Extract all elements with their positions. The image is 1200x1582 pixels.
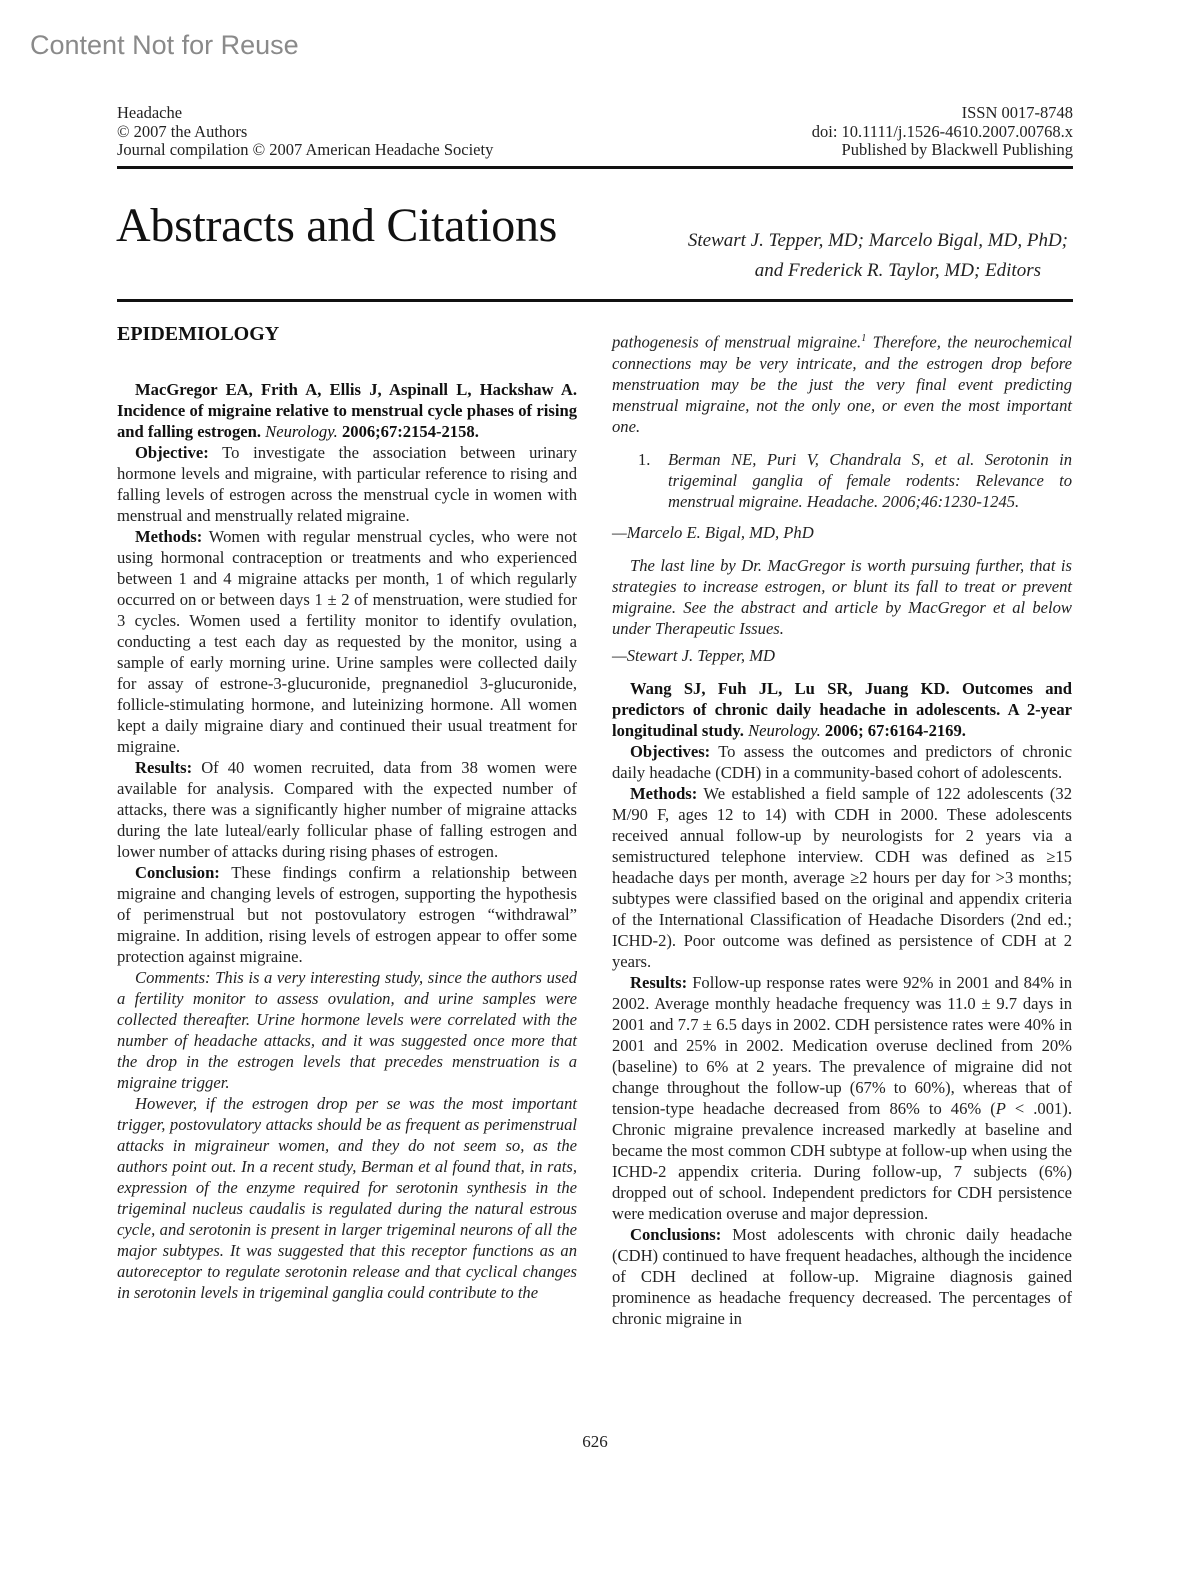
signature-bigal: —Marcelo E. Bigal, MD, PhD xyxy=(612,522,814,542)
article1-title: Incidence of migraine relative to menstrual cycle phases of rising and falling estrogen. xyxy=(117,401,577,441)
article1-methods xyxy=(117,526,577,757)
results-label: Results: xyxy=(135,758,193,777)
watermark: Content Not for Reuse xyxy=(30,30,299,60)
article1-journal: Neurology. xyxy=(265,422,338,441)
conclusion-label: Conclusion: xyxy=(135,863,220,882)
doi: doi: 10.1111/j.1526-4610.2007.00768.x xyxy=(811,121,1073,141)
article1-ref: 2006;67:2154-2158. xyxy=(341,422,479,441)
objectives-text: To assess the outcomes and predictors of chronic daily headache (CDH) in a community-based cohort of adolescents. xyxy=(612,741,1072,782)
objective-text: To investigate the association between urinary hormone levels and migraine, with particular reference to rising and falling levels of estrogen across the menstrual cycle in women with menstrual and menstrually related migraine. xyxy=(117,443,577,525)
article2-objectives xyxy=(612,741,1072,783)
methods-label: Methods: xyxy=(630,783,698,803)
article2-results xyxy=(612,972,1072,1224)
footnote-marker: 1 xyxy=(861,333,867,344)
journal-compilation: Journal compilation © 2007 American Headache Society xyxy=(117,140,494,159)
title-rule xyxy=(117,299,1073,302)
copyright: © 2007 the Authors xyxy=(117,121,248,141)
page-number: 626 xyxy=(582,1432,608,1451)
header-rule xyxy=(117,166,1073,169)
article2-ref: 2006; 67:6164-2169. xyxy=(824,720,966,740)
article2-conclusions xyxy=(612,1224,1072,1329)
article1-comment-2-continued xyxy=(612,328,1072,437)
article1-comment-3: The last line by Dr. MacGregor is worth pursuing further, that is strategies to increase estrogen, or blunt its fall to treat or prevent migraine. See the abstract and article by MacGregor et al below under Therapeutic Issues. xyxy=(612,555,1072,638)
methods-text: We established a field sample of 122 adolescents (32 M/90 F, ages 12 to 14) with CDH in 2000. These adolescents received annual follow-up by neurologists for 2 years via a semistructured telephone interview. CDH was defined as ≥15 headache days per month, average ≥2 hours per day for >3 months; subtypes were classified based on the original and appendix criteria of the International Classification of Headache Disorders (2nd ed.; ICHD-2). Poor outcome was defined as persistence of CDH at 2 years. xyxy=(612,783,1072,971)
conclusions-text: Most adolescents with chronic daily headache (CDH) continued to have frequent headaches, although the incidence of CDH declined at follow-up. Migraine diagnosis gained prominence as headache frequency decreased. The percentages of chronic migraine in xyxy=(612,1224,1072,1328)
reference-number: 1. xyxy=(638,449,651,469)
issn: ISSN 0017-8748 xyxy=(961,103,1073,122)
article1-authors: MacGregor EA, Frith A, Ellis J, Aspinall L, Hackshaw A. xyxy=(135,380,577,399)
editors-line-1: Stewart J. Tepper, MD; Marcelo Bigal, MD, PhD; xyxy=(687,230,1068,251)
results-text-a: Follow-up response rates were 92% in 2001 and 84% in 2002. Average monthly headache frequency was 11.0 ± 9.7 days in 2001 and 7.7 ± 6.5 days in 2002. CDH persistence rates were 40% in 2001 and 25% in 2002. Medication overuse declined from 20% (baseline) to 6% at 2 years. The prevalence of migraine did not change throughout the follow-up (67% to 60%), whereas that of tension-type headache decreased from 86% to 46% ( xyxy=(612,972,1072,1118)
article2-title: Outcomes and predictors of chronic daily headache in adolescents. A 2-year longitudinal study. xyxy=(612,678,1072,740)
article2-citation xyxy=(612,678,1072,741)
comment-continuation: pathogenesis of menstrual migraine. xyxy=(612,332,862,352)
editors-line-2: and Frederick R. Taylor, MD; Editors xyxy=(754,260,1041,281)
p-value-symbol: P xyxy=(995,1098,1006,1118)
article1-objective xyxy=(117,442,577,526)
journal-name: Headache xyxy=(117,103,183,122)
right-column xyxy=(612,328,1072,1329)
article2-methods xyxy=(612,783,1072,972)
article1-conclusion xyxy=(117,862,577,967)
reference-item xyxy=(612,449,1072,512)
results-label: Results: xyxy=(630,972,688,992)
conclusion-text: These findings confirm a relationship between migraine and changing levels of estrogen, supporting the hypothesis of perimenstrual but not postovulatory estrogen “withdrawal” migraine. In addition, rising levels of estrogen appear to offer some protection against migraine. xyxy=(117,863,577,966)
article2-journal: Neurology. xyxy=(748,720,821,740)
objectives-label: Objectives: xyxy=(630,741,711,761)
methods-text: Women with regular menstrual cycles, who were not using hormonal contraception or treatments and who experienced between 1 and 4 migraine attacks per month, 1 of which regularly occurred on or between days 1 ± 2 of menstruation, were studied for 3 cycles. Women used a fertility monitor to identify ovulation, conducting a test each day as requested by the monitor, using a sample of early morning urine. Urine samples were collected daily for assay of estrone-3-glucuronide, pregnanediol 3-glucuronide, follicle-stimulating hormone, and luteinizing hormone. All women kept a daily migraine diary and continued their usual treatment for migraine. xyxy=(117,527,577,756)
comment-continuation-end: Therefore, the neurochemical connections may be very intricate, and the estrogen drop before menstruation may be the just the very final event predicting menstrual migraine, not the only one, or even the most important one. xyxy=(612,332,1072,436)
article1-comment-1: Comments: This is a very interesting study, since the authors used a fertility monitor to assess ovulation, and urine samples were collected thereafter. Urine hormone levels were correlated with the number of headache attacks, and it was suggested once more that the drop in the estrogen levels that precedes menstruation is a migraine trigger. xyxy=(117,968,577,1092)
article2-authors: Wang SJ, Fuh JL, Lu SR, Juang KD. xyxy=(630,678,950,698)
left-column xyxy=(117,324,577,1303)
journal-header-right xyxy=(812,104,1073,160)
methods-label: Methods: xyxy=(135,527,203,546)
article1-results xyxy=(117,757,577,862)
page-title: Abstracts and Citations xyxy=(116,199,558,252)
editors xyxy=(688,226,1068,286)
reference-text: Berman NE, Puri V, Chandrala S, et al. Serotonin in trigeminal ganglia of female rodents: Relevance to menstrual migraine. Headache. 2006;46:1230-1245. xyxy=(668,449,1072,511)
objective-label: Objective: xyxy=(135,443,209,462)
results-text: Of 40 women recruited, data from 38 women were available for analysis. Compared with the expected number of attacks, there was a significantly higher number of migraine attacks during the late luteal/early follicular phase of falling estrogen and lower number of attacks during rising phases of estrogen. xyxy=(117,758,577,861)
journal-header-left xyxy=(117,104,493,160)
results-text-b: < .001). Chronic migraine prevalence increased markedly at baseline and became the most common CDH subtype at follow-up when using the ICHD-2 appendix criteria. During follow-up, 7 subjects (6%) dropped out of school. Independent predictors for CDH persistence were medication overuse and major depression. xyxy=(612,1098,1072,1223)
article1-citation xyxy=(117,379,577,442)
signature-tepper: —Stewart J. Tepper, MD xyxy=(612,645,776,665)
article1-comment-2: However, if the estrogen drop per se was the most important trigger, postovulatory attacks should be as frequent as perimenstrual attacks in migraineur women, and they do not seem so, as the authors point out. In a recent study, Berman et al found that, in rats, expression of the enzyme required for serotonin synthesis in the trigeminal nucleus caudalis is regulated during the natural estrous cycle, and serotonin is present in larger trigeminal neurons of all the major subtypes. It was suggested that this receptor functions as an autoreceptor to regulate serotonin release and that cyclical changes in serotonin levels in trigeminal ganglia could contribute to the xyxy=(117,1094,577,1302)
publisher: Published by Blackwell Publishing xyxy=(841,140,1073,159)
conclusions-label: Conclusions: xyxy=(630,1224,722,1244)
section-heading: EPIDEMIOLOGY xyxy=(117,323,280,345)
